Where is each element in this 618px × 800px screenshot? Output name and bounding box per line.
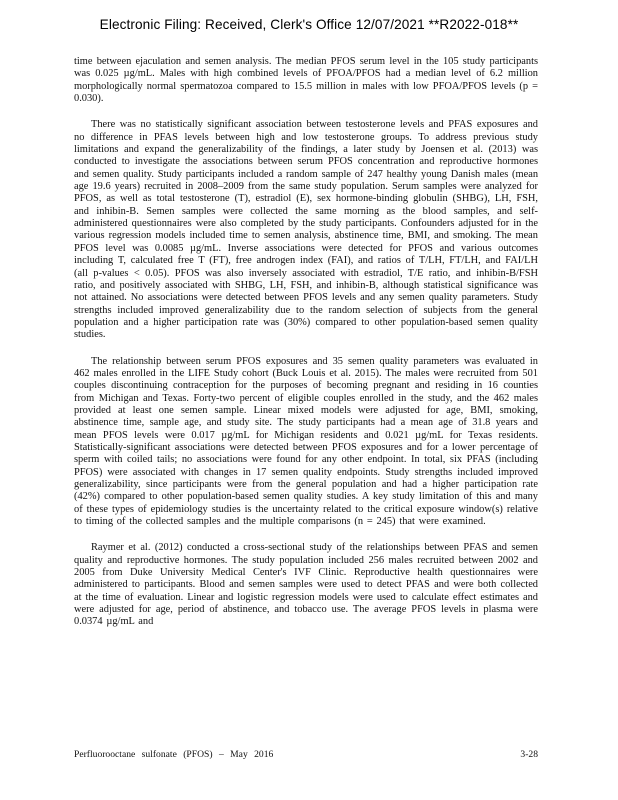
paragraph-3: The relationship between serum PFOS exposures and 35 semen quality parameters was evaluated in 462 males enrolled in the LIFE Study cohort (Buck Louis et al. 2015). The males were recruited from 501 couples discontinuing contraception for the purposes of becoming pregnant and residing in 16 counties from Michigan and Texas. Forty-two percent of eligible couples enrolled in the study, and the 462 males provided at least one semen sample. Linear mixed models were adjusted for age, BMI, smoking, abstinence time, sample age, and study site. The study participants had a mean age of 31.8 years and mean PFOS levels were 0.017 µg/mL for Michigan residents and 0.021 µg/mL for Texas residents. Statistically-significant associations were detected between PFOS exposures and for a lower percentage of sperm with coiled tails; no associations were found for any other endpoint. In total, six PFAS (including PFOS) were associated with changes in 17 semen quality endpoints. Study strengths included improved generalizability, since participants were from the general population and had a higher participation rate (42%) compared to other population-based semen quality studies. A key study limitation of this and many of these types of epidemiology studies is the uncertainty related to the critical exposure window(s) relative to timing of the collected samples and the multiple comparisons (n = 245) that were examined. (74, 355, 538, 528)
paragraph-4: Raymer et al. (2012) conducted a cross-sectional study of the relationships between PFAS and semen quality and reproductive hormones. The study population included 256 males recruited between 2002 and 2005 from Duke University Medical Center's IVF Clinic. Reproductive health questionnaires were administered to participants. Blood and semen samples were used to detect PFAS and were both collected at the time of evaluation. Linear and logistic regression models were used to calculate effect estimates and were adjusted for age, period of abstinence, and tobacco use. The average PFOS levels in plasma were 0.0374 µg/mL and (74, 542, 538, 628)
paragraph-1: time between ejaculation and semen analysis. The median PFOS serum level in the 105 study participants was 0.025 µg/mL. Males with high combined levels of PFOA/PFOS had a median level of 6.2 million morphologically normal spermatozoa compared to 15.5 million in males with low PFOA/PFOS levels (p = 0.030). (74, 56, 538, 105)
document-body (74, 56, 538, 643)
footer-document-title: Perfluorooctane sulfonate (PFOS) – May 2016 (74, 749, 274, 760)
page-number: 3-28 (520, 749, 538, 760)
filing-header: Electronic Filing: Received, Clerk's Office 12/07/2021 **R2022-018** (99, 17, 519, 32)
paragraph-2: There was no statistically significant association between testosterone levels and PFAS exposures and no difference in PFAS levels between high and low testosterone groups. To address previous study limitations and expand the generalizability of the findings, a later study by Joensen et al. (2013) was conducted to investigate the associations between serum PFOS concentration and reproductive hormones and semen quality. Study participants included a random sample of 247 healthy young Danish males (mean age 19.6 years) recruited in 2008–2009 from the same study population. Serum samples were analyzed for PFOS, as well as total testosterone (T), estradiol (E), sex hormone-binding globulin (SHBG), LH, FSH, and inhibin-B. Semen samples were collected the same morning as the blood samples, and self-administered questionnaires were also completed by the study participants. Confounders adjusted for in the various regression models included time to semen analysis, abstinence time, BMI, and smoking. The mean PFOS level was 0.0085 µg/mL. Inverse associations were detected for PFOS and various outcomes including T, calculated free T (FT), free androgen index (FAI), and ratios of T/LH, FT/LH, and FAI/LH (all p-values < 0.05). PFOS was also inversely associated with estradiol, T/E ratio, and inhibin-B/FSH ratio, and positively associated with SHBG, LH, FSH, and inhibin-B, although statistical significance was not attained. No associations were detected between PFOS levels and any semen quality parameters. Study strengths included improved generalizability due to the random selection of subjects from the general population and a higher participation rate was (30%) compared to other population-based semen quality studies. (74, 119, 539, 341)
